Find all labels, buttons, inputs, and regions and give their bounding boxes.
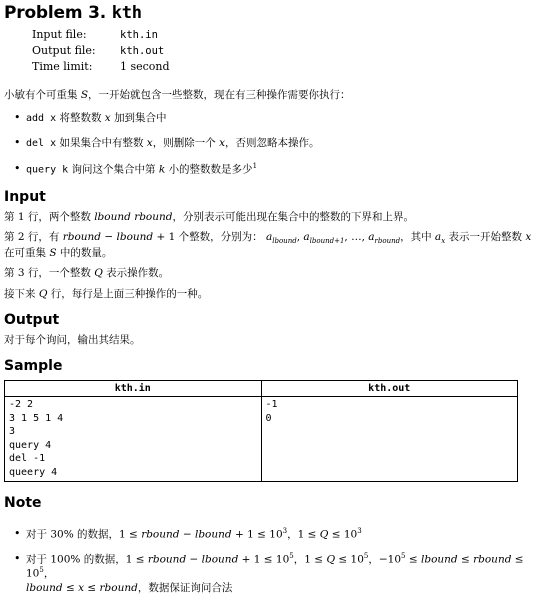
- text: ，−10: [368, 553, 402, 566]
- sub: lbound: [272, 236, 297, 245]
- text: 表示一开始整数: [448, 230, 522, 243]
- sample-heading: Sample: [4, 357, 63, 374]
- problem-title: [4, 2, 538, 25]
- note-section: [4, 494, 538, 595]
- sup: 3: [357, 527, 362, 536]
- sub: rbound: [374, 236, 401, 245]
- expr: rbound − lbound: [62, 230, 154, 243]
- text: 对于 30% 的数据，1 ≤: [26, 528, 138, 541]
- text: ，其中: [400, 230, 432, 243]
- sub: x: [441, 236, 446, 245]
- text: ≤: [408, 553, 418, 566]
- input-line-1: [4, 210, 538, 224]
- problem-name: kth: [111, 3, 142, 23]
- sup: 5: [401, 551, 406, 560]
- var-q: Q: [94, 267, 103, 280]
- text: 第 1 行，两个整数: [4, 210, 91, 223]
- op-text: 加到集合中: [114, 111, 167, 124]
- text: ，数据保证询问合法: [137, 582, 233, 595]
- sample-output-header: kth.out: [261, 380, 518, 397]
- expr: lbound ≤ x ≤ rbound: [26, 582, 138, 595]
- text: ，: [43, 567, 55, 580]
- text: ，分别表示可能出现在集合中的整数的下界和上界。: [172, 210, 414, 223]
- op-add: [26, 111, 538, 126]
- text: ≤ 10: [338, 553, 364, 566]
- text: ≤ 10: [26, 553, 524, 580]
- op-code: query k: [26, 164, 69, 176]
- text: ，1 ≤: [293, 553, 324, 566]
- var-a: a: [368, 230, 375, 243]
- text: 第 3 行，一个整数: [4, 267, 91, 280]
- note-list: [4, 527, 538, 595]
- var-q: Q: [38, 287, 48, 300]
- meta-value-time: 1 second: [120, 59, 170, 73]
- op-text: ，则删除一个: [152, 137, 216, 150]
- sup: 3: [282, 527, 288, 536]
- note-item: [26, 527, 538, 542]
- output-text: 对于每个询问，输出其结果。: [4, 333, 141, 346]
- op-text: 小的整数数是多少: [168, 163, 253, 176]
- text: 表示操作数。: [106, 267, 170, 280]
- meta-value-input: kth.in: [120, 28, 158, 41]
- text: + 1 个整数，分别为：: [156, 230, 263, 243]
- expr: rbound − lbound: [147, 553, 239, 566]
- op-code: add x: [26, 112, 57, 124]
- intro-text: 小敏有个可重集: [4, 89, 78, 102]
- var-x: x: [525, 230, 532, 243]
- text: + 1 ≤ 10: [241, 553, 290, 566]
- var-a: a: [303, 230, 310, 243]
- op-text: 询问这个集合中第: [71, 163, 156, 176]
- meta-label-output: Output file:: [32, 43, 96, 57]
- var-a: a: [434, 230, 442, 243]
- sup: 5: [363, 551, 369, 560]
- note-item: [26, 552, 538, 596]
- text: 在可重集: [4, 247, 46, 260]
- var-q: Q: [319, 528, 329, 541]
- sup: 5: [289, 551, 294, 560]
- sup: 5: [39, 566, 44, 575]
- var-x: x: [219, 137, 225, 150]
- expr: rbound − lbound: [141, 528, 232, 541]
- sample-input-cell: -2 2 3 1 5 1 4 3 query 4 del -1 queery 4: [5, 397, 262, 482]
- sample-output-cell: -1 0: [261, 397, 518, 482]
- op-text: 将整数数: [59, 111, 102, 124]
- sample-input-header: kth.in: [5, 380, 262, 397]
- problem-page: [4, 2, 538, 605]
- var-q: Q: [326, 553, 336, 566]
- note-heading: Note: [4, 495, 42, 512]
- sample-table: [4, 380, 518, 483]
- meta-label-input: Input file:: [32, 27, 87, 41]
- var-s: S: [80, 89, 89, 102]
- operations-list: [4, 111, 538, 177]
- text: ，1 ≤: [287, 528, 317, 541]
- op-text: ，否则忽略本操作。: [224, 137, 320, 150]
- input-line-2: 第 2 行，有 rbound − lbound + 1 个整数，分别为： $a_{lbound}$, $a_{lbound+1}$, …, $a_{rbound}$，其中 $a_x$ 表示一开始整数 x 在可重集 S 中的数量。: [4, 230, 532, 260]
- var-s: S: [49, 247, 57, 260]
- problem-meta: [32, 28, 538, 75]
- intro-paragraph: [4, 88, 538, 102]
- text: ≤ 10: [331, 528, 358, 541]
- input-section: [4, 188, 538, 301]
- output-section: [4, 311, 538, 347]
- var-k: k: [158, 163, 166, 176]
- var-x: x: [104, 111, 111, 124]
- footnote-mark: 1: [252, 161, 258, 170]
- meta-label-time: Time limit:: [32, 59, 93, 73]
- text: 第 2 行，有: [4, 230, 60, 243]
- var-x: x: [146, 137, 153, 150]
- op-del: [26, 136, 538, 151]
- text: + 1 ≤ 10: [234, 528, 283, 541]
- sample-section: [4, 357, 538, 482]
- input-heading: Input: [4, 188, 46, 205]
- sub: lbound+1: [309, 236, 345, 245]
- text: 接下来: [4, 287, 36, 300]
- text: 行，每行是上面三种操作的一种。: [50, 287, 209, 300]
- input-line-3: [4, 266, 538, 280]
- meta-value-output: kth.out: [120, 44, 165, 57]
- op-query: [26, 162, 538, 177]
- text: 对于 100% 的数据，1 ≤: [26, 553, 145, 566]
- output-heading: Output: [4, 311, 60, 328]
- var-bounds: lbound rbound: [94, 210, 173, 223]
- input-line-4: [4, 287, 538, 301]
- text: 中的数量。: [59, 247, 113, 260]
- op-text: 如果集合中有整数: [59, 137, 144, 150]
- intro-text: ，一开始就包含一些整数，现在有三种操作需要你执行：: [88, 89, 351, 102]
- op-code: del x: [26, 138, 57, 150]
- problem-prefix: Problem 3.: [4, 3, 106, 23]
- var-a: a: [265, 230, 273, 243]
- expr: lbound ≤ rbound: [421, 553, 512, 566]
